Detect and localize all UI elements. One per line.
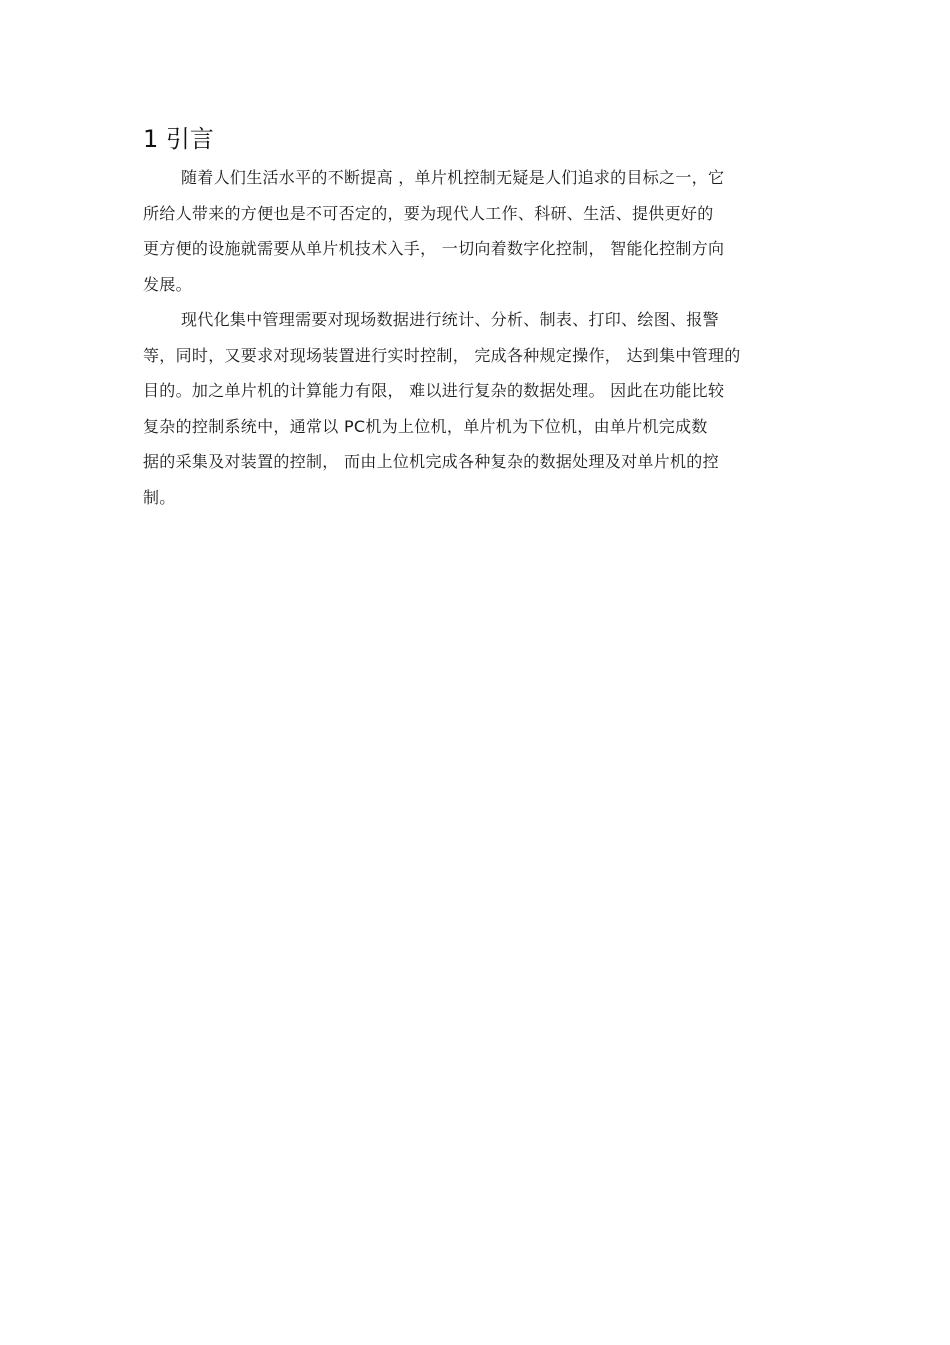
section-intro: [143, 122, 808, 515]
paragraph-line: 更方便的设施就需要从单片机技术入手， 一切向着数字化控制， 智能化控制方向: [143, 239, 725, 258]
paragraph-line: 复杂的控制系统中，通常以 PC机为上位机，单片机为下位机，由单片机完成数: [143, 416, 708, 436]
paragraph-line: 随着人们生活水平的不断提高 ，单片机控制无疑是人们追求的目标之一，它: [181, 168, 725, 187]
paragraph-2: [143, 302, 808, 515]
paragraph-1: [143, 160, 808, 302]
paragraph-line: 发展。: [143, 274, 192, 294]
paragraph-line: 据的采集及对装置的控制， 而由上位机完成各种复杂的数据处理及对单片机的控: [143, 452, 719, 471]
paragraph-line: 现代化集中管理需要对现场数据进行统计、分析、制表、打印、绘图、报警: [181, 310, 719, 329]
paragraph-line: 目的。加之单片机的计算能力有限， 难以进行复杂的数据处理。 因此在功能比较: [143, 381, 725, 400]
paragraph-line: 等，同时，又要求对现场装置进行实时控制， 完成各种规定操作， 达到集中管理的: [143, 345, 741, 365]
paragraph-line: 制。: [143, 487, 176, 507]
paragraph-line: 所给人带来的方便也是不可否定的，要为现代人工作、科研、生活、提供更好的: [143, 203, 714, 223]
section-heading: 1 引言: [143, 125, 214, 153]
